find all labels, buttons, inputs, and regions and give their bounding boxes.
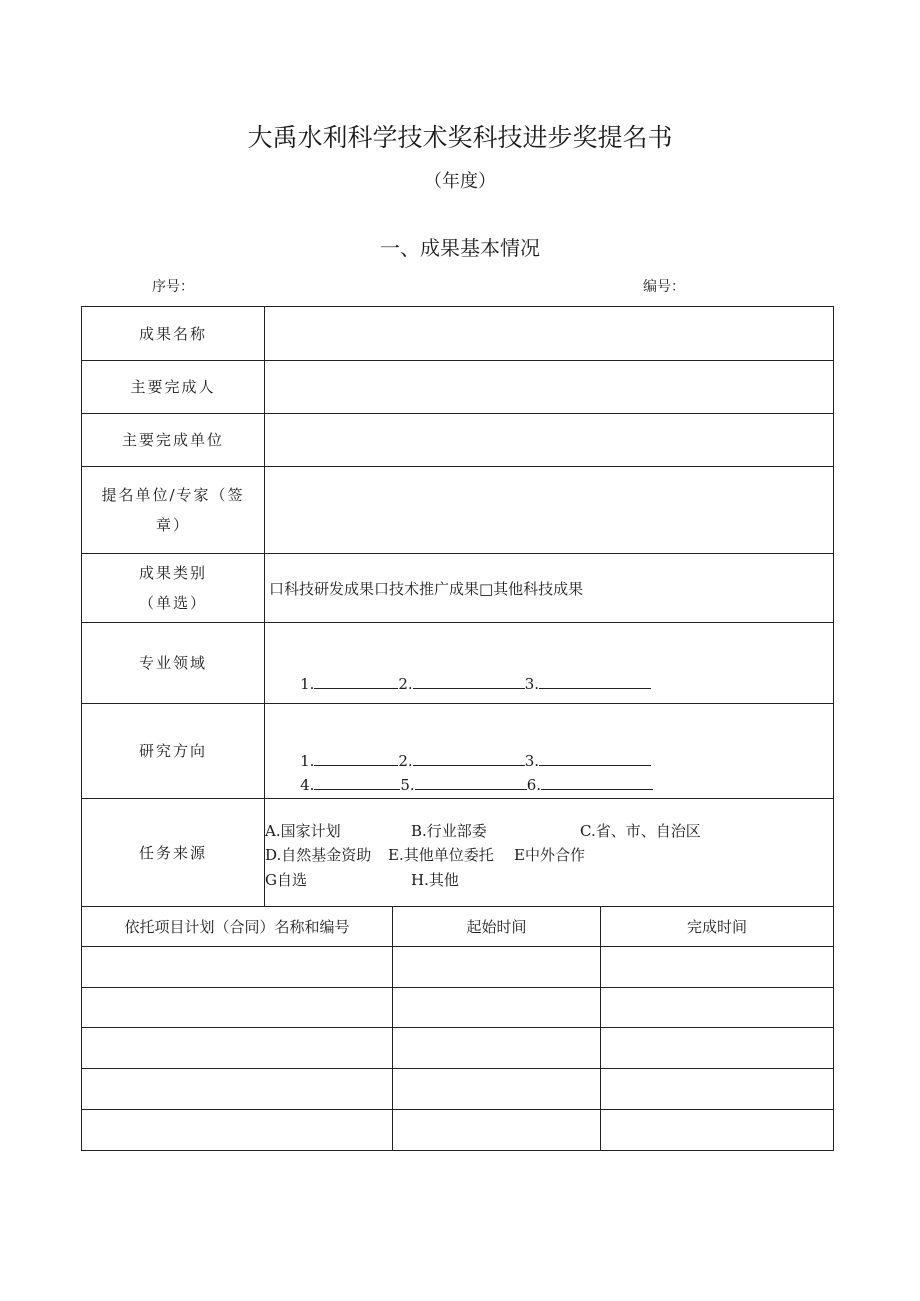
direction-blank-6[interactable] xyxy=(541,773,653,790)
achievement-name-label xyxy=(81,306,265,361)
start-time-header xyxy=(392,906,601,947)
nominator-field[interactable] xyxy=(264,466,834,554)
project-name-header xyxy=(81,906,393,947)
source-option-d[interactable]: D.自然基金资助 xyxy=(265,846,372,864)
source-option-g[interactable]: G自选 xyxy=(265,871,307,889)
end-time-cell[interactable] xyxy=(600,946,834,988)
direction-label xyxy=(81,703,265,799)
project-name-header-text: 依托项目计划（合同）名称和编号 xyxy=(124,918,350,936)
main-contributors-field[interactable] xyxy=(264,360,834,414)
category-field[interactable] xyxy=(264,553,834,623)
start-time-cell[interactable] xyxy=(392,987,601,1028)
start-time-cell[interactable] xyxy=(392,1027,601,1069)
project-name-cell[interactable] xyxy=(81,1109,393,1151)
field-blank-1[interactable] xyxy=(314,672,398,689)
main-contributors-text: 主要完成人 xyxy=(130,378,216,396)
direction-num-5: 5. xyxy=(400,776,415,794)
main-units-label xyxy=(81,413,265,467)
source-label xyxy=(81,798,265,907)
project-name-cell[interactable] xyxy=(81,1027,393,1069)
start-time-cell[interactable] xyxy=(392,1068,601,1110)
nominator-text-line1: 提名单位/专家（签 xyxy=(101,486,245,504)
direction-num-6: 6. xyxy=(526,776,542,794)
direction-blank-4[interactable] xyxy=(314,773,400,790)
start-time-header-text: 起始时间 xyxy=(466,918,527,936)
end-time-header-text: 完成时间 xyxy=(686,918,747,936)
category-text-line1: 成果类别 xyxy=(138,564,207,582)
source-option-h[interactable]: H.其他 xyxy=(411,871,459,889)
field-num-3: 3. xyxy=(524,675,540,693)
source-option-a[interactable]: A.国家计划 xyxy=(265,822,341,840)
direction-num-2: 2. xyxy=(398,752,413,770)
achievement-name-text: 成果名称 xyxy=(138,324,207,343)
category-options[interactable]: 口科技研发成果口技术推广成果□其他科技成果 xyxy=(269,580,584,598)
direction-blank-5[interactable] xyxy=(415,773,527,790)
field-text: 专业领域 xyxy=(138,654,207,672)
source-option-e2[interactable]: E中外合作 xyxy=(514,846,585,864)
number-label: 编号： xyxy=(643,279,685,295)
end-time-cell[interactable] xyxy=(600,1068,834,1110)
nominator-label xyxy=(81,466,265,554)
start-time-cell[interactable] xyxy=(392,1109,601,1151)
direction-num-4: 4. xyxy=(300,776,315,794)
source-text: 任务来源 xyxy=(138,843,207,862)
project-name-cell[interactable] xyxy=(81,1068,393,1110)
end-time-cell[interactable] xyxy=(600,1027,834,1069)
main-units-text: 主要完成单位 xyxy=(121,431,224,449)
main-units-field[interactable] xyxy=(264,413,834,467)
section-heading: 一、成果基本情况 xyxy=(380,236,540,260)
nominator-text-line2: 章） xyxy=(155,516,190,534)
field-label xyxy=(81,622,265,704)
direction-field[interactable] xyxy=(264,703,834,799)
direction-text: 研究方向 xyxy=(138,742,207,760)
serial-label: 序号： xyxy=(152,279,194,295)
document-title: 大禹水利科学技术奖科技进步奖提名书 xyxy=(247,123,673,152)
field-field[interactable] xyxy=(264,622,834,704)
main-contributors-label xyxy=(81,360,265,414)
field-blank-3[interactable] xyxy=(539,672,651,689)
end-time-header xyxy=(600,906,834,947)
achievement-name-field[interactable] xyxy=(264,306,834,361)
field-blank-2[interactable] xyxy=(413,672,525,689)
field-num-1: 1. xyxy=(300,675,315,693)
end-time-cell[interactable] xyxy=(600,987,834,1028)
source-option-e1[interactable]: E.其他单位委托 xyxy=(388,846,494,864)
direction-num-3: 3. xyxy=(524,752,540,770)
start-time-cell[interactable] xyxy=(392,946,601,988)
project-name-cell[interactable] xyxy=(81,987,393,1028)
category-text-line2: （单选） xyxy=(138,594,207,612)
source-option-c[interactable]: C.省、市、自治区 xyxy=(580,822,701,840)
year-label: （年度） xyxy=(424,171,496,192)
project-name-cell[interactable] xyxy=(81,946,393,988)
source-option-b[interactable]: B.行业部委 xyxy=(411,822,487,840)
source-field[interactable] xyxy=(264,798,834,907)
end-time-cell[interactable] xyxy=(600,1109,834,1151)
field-num-2: 2. xyxy=(398,675,413,693)
category-label xyxy=(81,553,265,623)
direction-num-1: 1. xyxy=(300,752,315,770)
